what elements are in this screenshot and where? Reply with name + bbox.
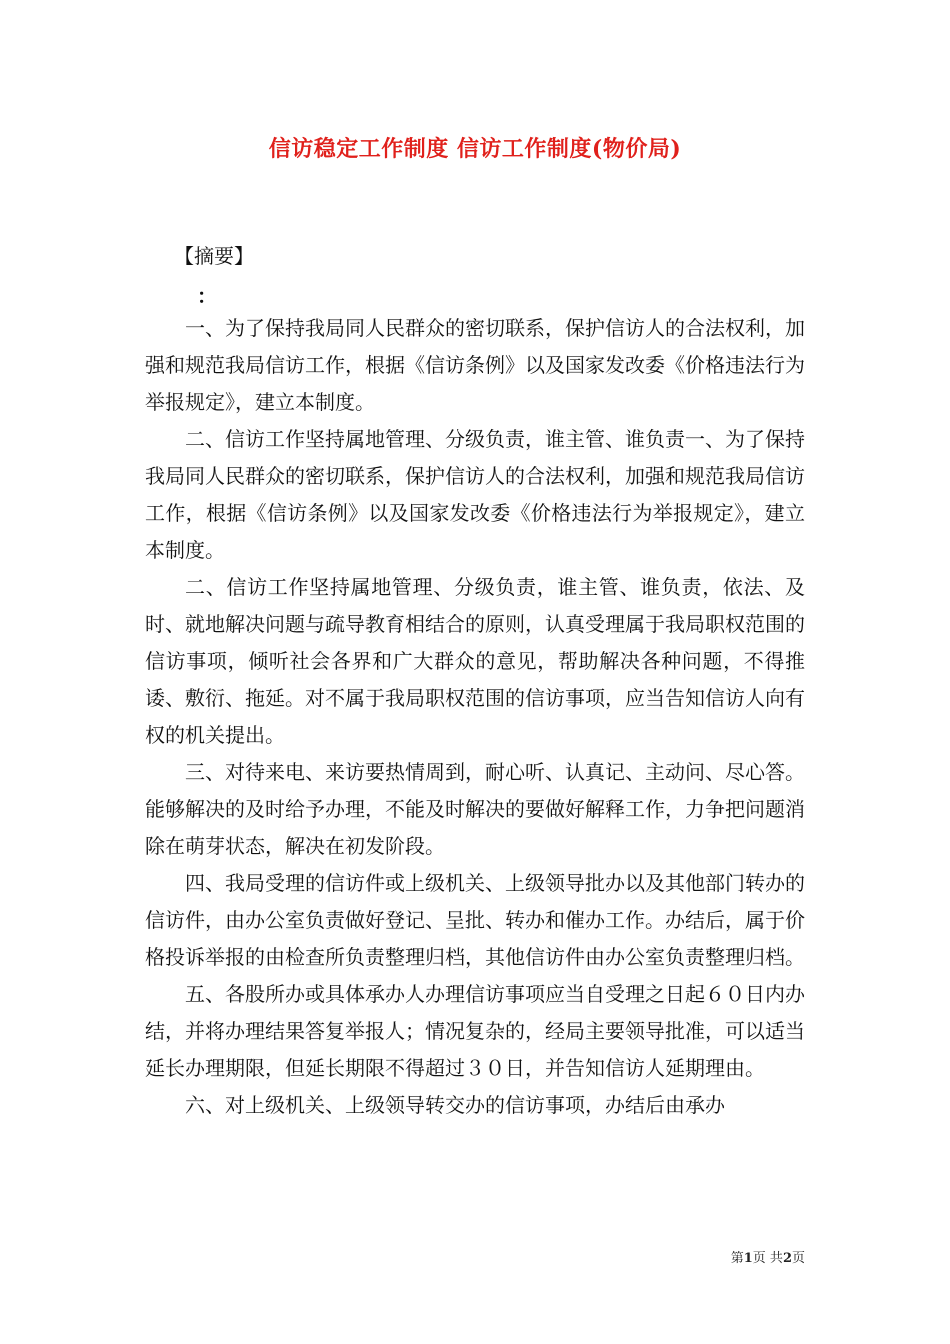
paragraph-1: 一、为了保持我局同人民群众的密切联系，保护信访人的合法权利，加强和规范我局信访工作，根据《信访条例》以及国家发改委《价格违法行为举报规定》，建立本制度。 (145, 316, 805, 414)
footer-suffix: 页 (791, 1251, 805, 1266)
summary-label: 【摘要】 (174, 244, 254, 268)
document-body (145, 310, 805, 1124)
paragraph-3: 二、信访工作坚持属地管理、分级负责，谁主管、谁负责，依法、及时、就地解决问题与疏导教育相结合的原则，认真受理属于我局职权范围的信访事项，倾听社会各界和广大群众的意见，帮助解决各种问题，不得推诿、敷衍、拖延。对不属于我局职权范围的信访事项，应当告知信访人向有权的机关提出。 (145, 575, 805, 747)
paragraph-4: 三、对待来电、来访要热情周到，耐心听、认真记、主动问、尽心答。能够解决的及时给予办理，不能及时解决的要做好解释工作，力争把问题消除在萌芽状态，解决在初发阶段。 (145, 760, 805, 858)
footer-middle: 页 共 (752, 1251, 783, 1266)
footer-total-pages: 2 (782, 1251, 792, 1266)
summary-colon: ： (197, 284, 217, 308)
paragraph-6: 五、各股所办或具体承办人办理信访事项应当自受理之日起６０日内办结，并将办理结果答复举报人；情况复杂的，经局主要领导批准，可以适当延长办理期限，但延长期限不得超过３０日，并告知信访人延期理由。 (145, 982, 805, 1080)
paragraph-7: 六、对上级机关、上级领导转交办的信访事项，办结后由承办 (185, 1093, 725, 1117)
footer-prefix: 第 (730, 1251, 744, 1266)
footer-current-page: 1 (743, 1251, 753, 1266)
paragraph-2: 二、信访工作坚持属地管理、分级负责，谁主管、谁负责一、为了保持我局同人民群众的密切联系，保护信访人的合法权利，加强和规范我局信访工作，根据《信访条例》以及国家发改委《价格违法行为举报规定》，建立本制度。 (145, 427, 805, 562)
document-title: 信访稳定工作制度 信访工作制度(物价局) (268, 136, 682, 162)
paragraph-5: 四、我局受理的信访件或上级机关、上级领导批办以及其他部门转办的信访件，由办公室负责做好登记、呈批、转办和催办工作。办结后，属于价格投诉举报的由检查所负责整理归档，其他信访件由办公室负责整理归档。 (145, 871, 805, 969)
page-footer (731, 1247, 805, 1266)
